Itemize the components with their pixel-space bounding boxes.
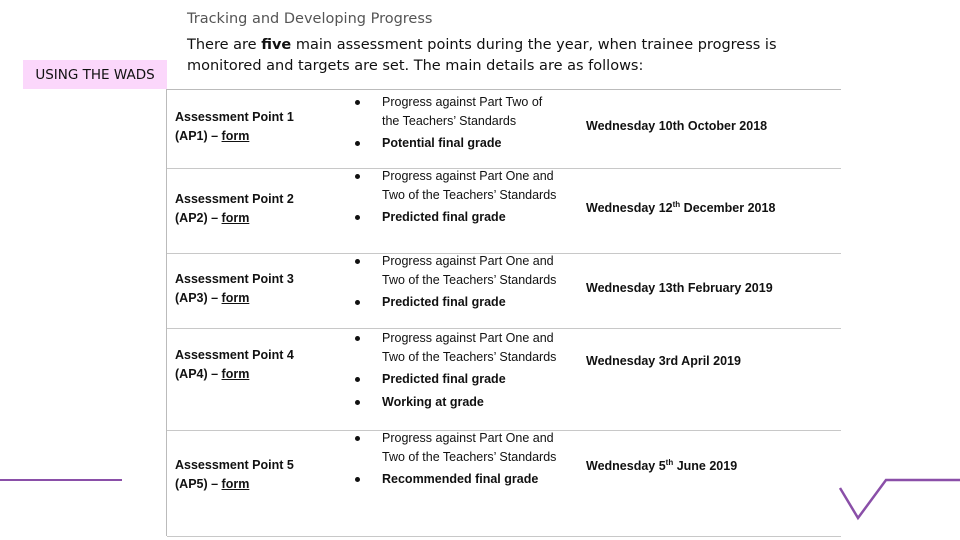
date-text-start: Wednesday 12	[586, 201, 673, 215]
criteria-list	[352, 429, 562, 489]
table-row	[167, 90, 841, 169]
section-tag-label: USING THE WADS	[35, 66, 155, 83]
criteria-text: Progress against Part One and Two of the Teachers’ Standards	[382, 169, 557, 202]
criteria-text: Predicted final grade	[382, 372, 506, 387]
assessment-point-name	[175, 346, 294, 384]
list-item	[352, 93, 562, 130]
decorative-line-left	[0, 479, 122, 481]
bullet-icon	[355, 477, 360, 482]
assessment-point-name	[175, 456, 294, 494]
assessment-date	[586, 354, 741, 368]
assessment-point-code-text: (AP1) –	[175, 129, 222, 143]
date-text-start: Wednesday 5	[586, 459, 666, 473]
assessment-point-code-text: (AP4) –	[175, 367, 222, 381]
date-text-end: June 2019	[673, 459, 738, 473]
date-text-end: th February 2019	[672, 281, 773, 295]
intro-text-emphasis: five	[261, 37, 292, 53]
criteria-text: Progress against Part Two of the Teachers’ Standards	[382, 95, 543, 128]
list-item	[352, 167, 562, 204]
form-link[interactable]: form	[221, 367, 250, 381]
assessment-point-title: Assessment Point 4	[175, 348, 294, 362]
assessment-point-title: Assessment Point 2	[175, 192, 294, 206]
assessment-points-table	[166, 89, 841, 536]
criteria-text: Recommended final grade	[382, 472, 539, 487]
assessment-point-name	[175, 108, 294, 146]
criteria-text: Progress against Part One and Two of the Teachers’ Standards	[382, 431, 557, 464]
date-text-end: th October 2018	[672, 119, 768, 133]
section-tag	[23, 60, 167, 89]
bullet-icon	[355, 300, 360, 305]
list-item	[352, 134, 562, 153]
date-text-start: Wednesday 3	[586, 354, 666, 368]
criteria-text: Predicted final grade	[382, 210, 506, 225]
list-item	[352, 429, 562, 466]
bullet-icon	[355, 336, 360, 341]
bullet-icon	[355, 174, 360, 179]
criteria-list	[352, 252, 562, 312]
assessment-point-name	[175, 270, 294, 308]
date-ordinal: th	[665, 457, 674, 467]
table-row	[167, 253, 841, 329]
list-item	[352, 329, 562, 366]
assessment-point-code	[175, 209, 294, 228]
assessment-point-title: Assessment Point 1	[175, 110, 294, 124]
criteria-text: Progress against Part One and Two of the Teachers’ Standards	[382, 331, 557, 364]
assessment-date	[586, 281, 773, 295]
criteria-text: Predicted final grade	[382, 295, 506, 310]
decorative-chevron-icon	[838, 476, 960, 522]
intro-paragraph	[187, 35, 807, 77]
table-row	[167, 328, 841, 431]
assessment-point-code-text: (AP3) –	[175, 291, 222, 305]
assessment-point-code	[175, 289, 294, 308]
date-ordinal: th	[672, 199, 681, 209]
list-item	[352, 252, 562, 289]
date-text-end: rd April 2019	[665, 354, 741, 368]
list-item	[352, 208, 562, 227]
criteria-text: Working at grade	[382, 394, 484, 409]
table-row	[167, 430, 841, 537]
assessment-date	[586, 459, 737, 473]
slide-subtitle: Tracking and Developing Progress	[187, 11, 433, 27]
form-link[interactable]: form	[221, 211, 250, 225]
criteria-list	[352, 167, 562, 227]
bullet-icon	[355, 215, 360, 220]
assessment-point-name	[175, 190, 294, 228]
table-row	[167, 168, 841, 254]
assessment-point-title: Assessment Point 5	[175, 458, 294, 472]
assessment-point-code	[175, 475, 294, 494]
criteria-list	[352, 93, 562, 153]
bullet-icon	[355, 436, 360, 441]
date-text-start: Wednesday 13	[586, 281, 673, 295]
assessment-point-title: Assessment Point 3	[175, 272, 294, 286]
date-text-start: Wednesday 10	[586, 119, 673, 133]
form-link[interactable]: form	[221, 477, 250, 491]
form-link[interactable]: form	[221, 129, 250, 143]
form-link[interactable]: form	[221, 291, 250, 305]
list-item	[352, 370, 562, 389]
assessment-point-code-text: (AP2) –	[175, 211, 222, 225]
criteria-list	[352, 329, 562, 411]
assessment-date	[586, 119, 767, 133]
bullet-icon	[355, 400, 360, 405]
assessment-point-code-text: (AP5) –	[175, 477, 222, 491]
intro-text-start: There are	[187, 37, 262, 53]
list-item	[352, 393, 562, 412]
bullet-icon	[355, 259, 360, 264]
bullet-icon	[355, 100, 360, 105]
assessment-date	[586, 201, 775, 215]
assessment-point-code	[175, 365, 294, 384]
assessment-point-code	[175, 127, 294, 146]
date-text-end: December 2018	[680, 201, 776, 215]
list-item	[352, 293, 562, 312]
bullet-icon	[355, 377, 360, 382]
intro-text-end: main assessment points during the year, when trainee progress is monitored and targets are set. The main details are as follows:	[187, 37, 777, 74]
bullet-icon	[355, 141, 360, 146]
criteria-text: Progress against Part One and Two of the Teachers’ Standards	[382, 254, 557, 287]
list-item	[352, 470, 562, 489]
criteria-text: Potential final grade	[382, 136, 502, 151]
